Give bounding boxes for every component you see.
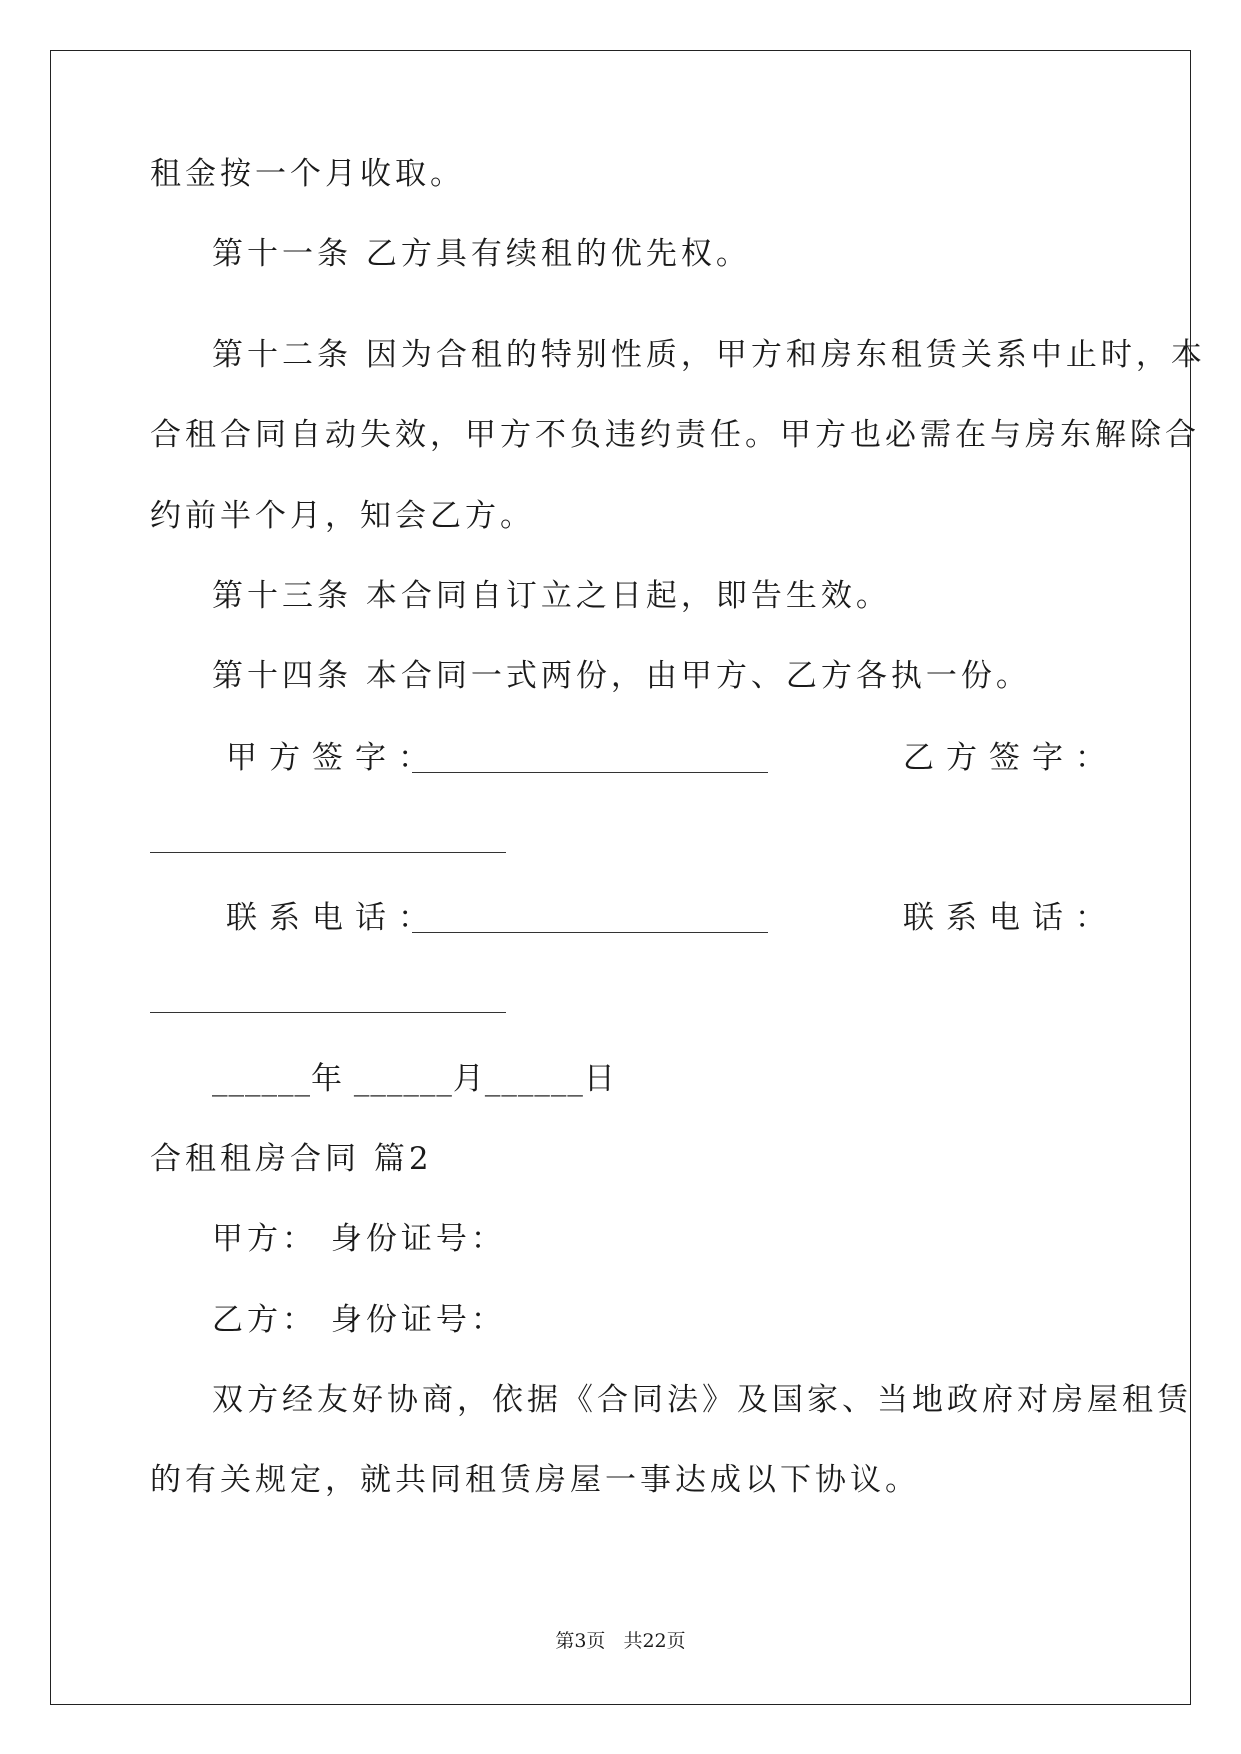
article-12-line-1: 第十二条 因为合租的特别性质，甲方和房东租赁关系中止时，本 xyxy=(212,337,1206,373)
article-12-line-3: 约前半个月，知会乙方。 xyxy=(150,498,535,534)
article-12-line-2: 合租合同自动失效，甲方不负违约责任。甲方也必需在与房东解除合 xyxy=(150,417,1200,453)
party-b-signature-line xyxy=(150,852,506,853)
party-b-signature-label: 乙方签字： xyxy=(903,740,1118,776)
party-b-id-line: 乙方： 身份证号： xyxy=(212,1302,506,1338)
section-heading: 合租租房合同 篇2 xyxy=(150,1141,433,1177)
intro-line-1: 双方经友好协商，依据《合同法》及国家、当地政府对房屋租赁 xyxy=(212,1382,1192,1418)
article-11: 第十一条 乙方具有续租的优先权。 xyxy=(212,236,751,272)
party-a-id-line: 甲方： 身份证号： xyxy=(212,1221,506,1257)
article-13: 第十三条 本合同自订立之日起，即告生效。 xyxy=(212,578,891,614)
paragraph-rent: 租金按一个月收取。 xyxy=(150,156,465,192)
party-b-phone-line xyxy=(150,1012,506,1013)
party-a-phone-label: 联系电话： xyxy=(226,900,441,936)
page-number: 第3页 xyxy=(555,1630,606,1652)
party-a-signature-line xyxy=(412,772,768,773)
party-a-signature-label: 甲方签字： xyxy=(226,740,441,776)
page-total: 共22页 xyxy=(623,1630,686,1652)
article-14: 第十四条 本合同一式两份，由甲方、乙方各执一份。 xyxy=(212,658,1031,694)
page-border xyxy=(50,50,1191,1705)
intro-line-2: 的有关规定，就共同租赁房屋一事达成以下协议。 xyxy=(150,1462,920,1498)
party-b-phone-label: 联系电话： xyxy=(903,900,1118,936)
date-line: ______年 ______月______日 xyxy=(212,1061,616,1097)
party-a-phone-line xyxy=(412,932,768,933)
page-footer xyxy=(0,1629,1241,1653)
